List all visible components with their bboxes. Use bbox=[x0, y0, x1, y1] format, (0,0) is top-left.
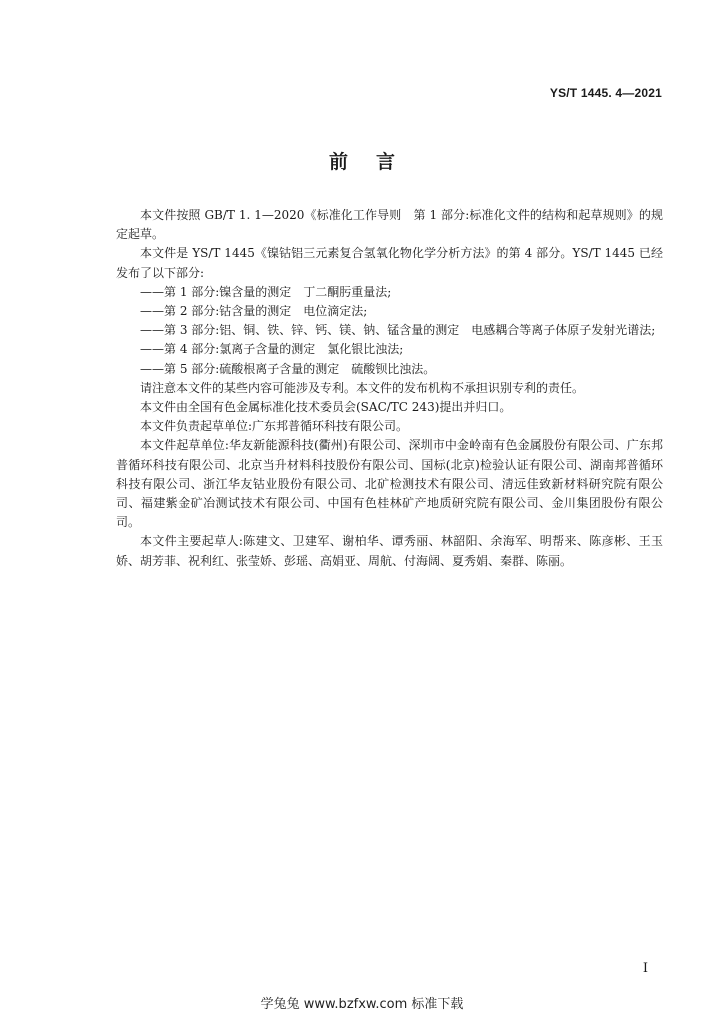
part-list-item: ——第 4 部分:氯离子含量的测定 氯化银比浊法; bbox=[140, 342, 404, 357]
footer-watermark: 学兔兔 www.bzfxw.com 标准下载 bbox=[260, 997, 464, 1012]
paragraph-responsible-drafter: 本文件负责起草单位:广东邦普循环科技有限公司。 bbox=[140, 419, 409, 434]
part-list-item: ——第 3 部分:铝、铜、铁、锌、钙、镁、钠、锰含量的测定 电感耦合等离子体原子发射光谱法; bbox=[140, 323, 656, 338]
paragraph-drafting-units: 本文件起草单位:华友新能源科技(衢州)有限公司、深圳市中金岭南有色金属股份有限公司、广东邦普循环科技有限公司、北京当升材料科技股份有限公司、国标(北京)检验认证有限公司、湖南邦普循环科技有限公司、浙江华友钴业股份有限公司、北矿检测技术有限公司、清远佳致新材料研究院有限公司、福建紫金矿冶测试技术有限公司、中国有色桂林矿产地质研究院有限公司、金川集团股份有限公司。 bbox=[116, 438, 663, 530]
page-title: 前言 bbox=[328, 151, 423, 173]
paragraph-patent-notice: 请注意本文件的某些内容可能涉及专利。本文件的发布机构不承担识别专利的责任。 bbox=[140, 380, 585, 395]
paragraph-series-intro: 本文件是 YS/T 1445《镍钴铝三元素复合氢氧化物化学分析方法》的第 4 部分。YS/T 1445 已经发布了以下部分: bbox=[116, 246, 663, 280]
paragraph-main-drafters: 本文件主要起草人:陈建文、卫建军、谢柏华、谭秀丽、林韶阳、余海军、明帮来、陈彦彬、王玉娇、胡芳菲、祝利红、张莹娇、彭瑶、高娟亚、周航、付海阔、夏秀娟、秦群、陈丽。 bbox=[116, 534, 663, 568]
part-list-item: ——第 1 部分:镍含量的测定 丁二酮肟重量法; bbox=[140, 284, 392, 299]
part-list-item: ——第 2 部分:钴含量的测定 电位滴定法; bbox=[140, 304, 368, 319]
standard-number: YS/T 1445. 4—2021 bbox=[549, 86, 662, 100]
paragraph-drafting-rules: 本文件按照 GB/T 1. 1—2020《标准化工作导则 第 1 部分:标准化文件的结构和起草规则》的规定起草。 bbox=[116, 208, 663, 242]
paragraph-proposer: 本文件由全国有色金属标准化技术委员会(SAC/TC 243)提出并归口。 bbox=[140, 400, 512, 415]
document-body bbox=[116, 206, 663, 571]
part-list-item: ——第 5 部分:硫酸根离子含量的测定 硫酸钡比浊法。 bbox=[140, 361, 436, 376]
page-number: I bbox=[642, 961, 648, 976]
